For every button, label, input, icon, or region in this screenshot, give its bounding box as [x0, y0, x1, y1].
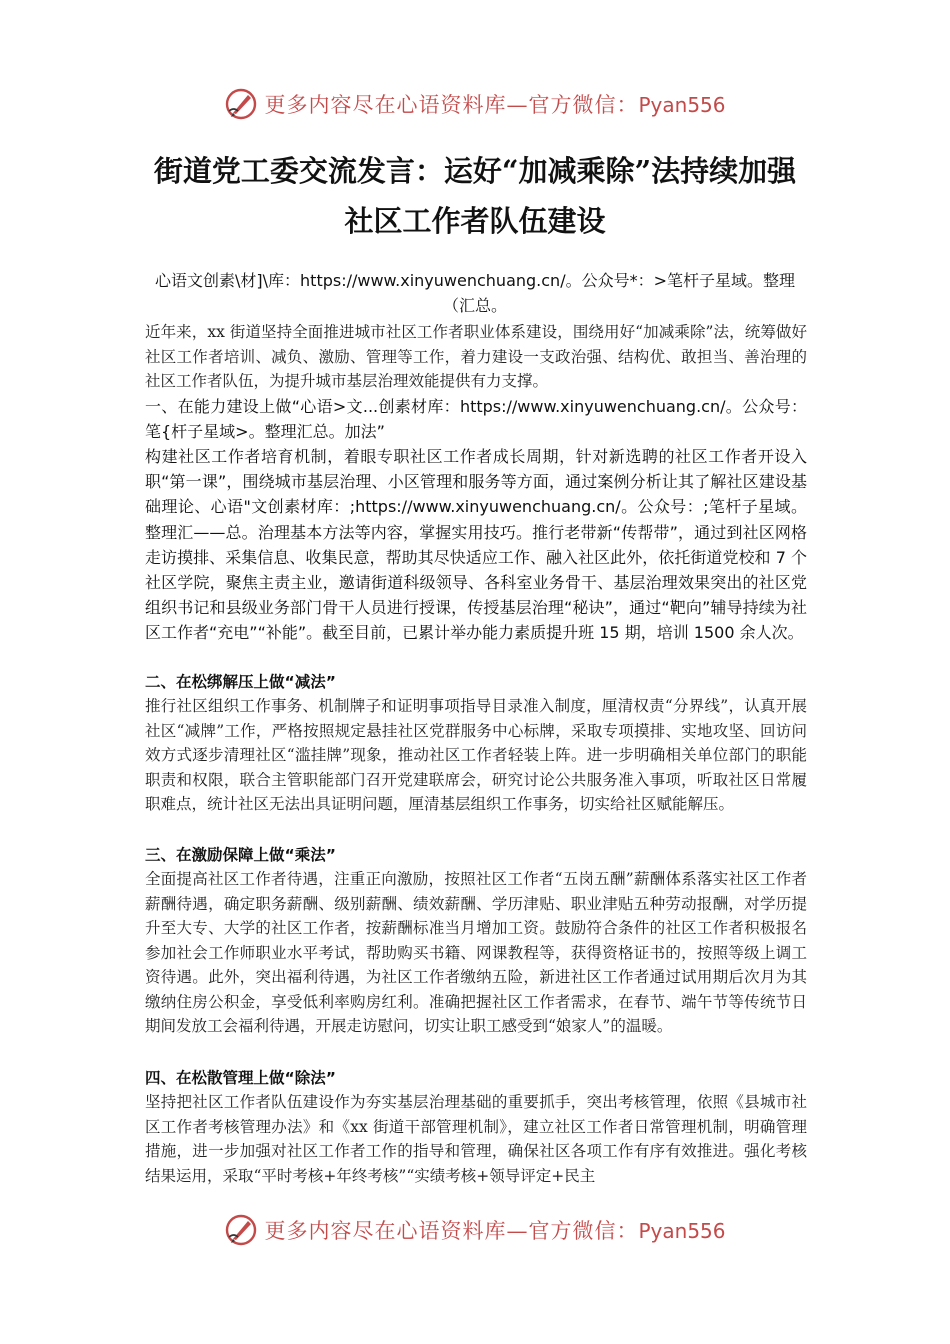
- page-title-line-2: 社区工作者队伍建设: [344, 204, 606, 238]
- footer-banner: [0, 1208, 950, 1252]
- source-line: 心语文创素\材]\库：https://www.xinyuwenchuang.cn/。公众号*：>笔杆子星域。整理（汇总。: [155, 271, 795, 315]
- header-banner: [0, 82, 950, 126]
- quill-pen-logo-icon: [224, 87, 258, 121]
- section-3-body: 全面提高社区工作者待遇，注重正向激励，按照社区工作者“五岗五酬”薪酬体系落实社区工作者薪酬待遇，确定职务薪酬、级别薪酬、绩效薪酬、学历津贴、职业津贴五种劳动报酬，对学历提升至大专、大学的社区工作者，按薪酬标准当月增加工资。鼓励符合条件的社区工作者积极报名参加社会工作师职业水平考试，帮助购买书籍、网课教程等，获得资格证书的，按照等级上调工资待遇。此外，突出福利待遇，为社区工作者缴纳五险，新进社区工作者通过试用期后次月为其缴纳住房公积金，享受低利率购房红利。准确把握社区工作者需求，在春节、端午节等传统节日期间发放工会福利待遇，开展走访慰问，切实让职工感受到“娘家人”的温暖。: [145, 870, 807, 1035]
- page-title-line-1: 街道党工委交流发言：运好“加减乘除”法持续加强: [153, 154, 797, 188]
- section-1-heading: 一、在能力建设上做“心语>文...创素材库：https://www.xinyuwenchuang.cn/。公众号：笔{杆子星域>。整理汇总。加法”: [145, 397, 807, 442]
- banner-text: 更多内容尽在心语资料库—官方微信：Pyan556: [264, 1219, 726, 1243]
- section-3-heading: 三、在激励保障上做“乘法”: [145, 846, 336, 864]
- section-2-body: 推行社区组织工作事务、机制牌子和证明事项指导目录准入制度，厘清权责“分界线”，认真开展社区“减牌”工作，严格按照规定悬挂社区党群服务中心标牌，采取专项摸排、实地攻坚、回访问效方式逐步清理社区“滥挂牌”现象，推动社区工作者轻装上阵。进一步明确相关单位部门的职能职责和权限，联合主管职能部门召开党建联席会，研究讨论公共服务准入事项，听取社区日常履职难点，统计社区无法出具证明问题，厘清基层组织工作事务，切实给社区赋能解压。: [145, 697, 807, 813]
- section-1-body: 构建社区工作者培育机制，着眼专职社区工作者成长周期，针对新选聘的社区工作者开设入职“第一课”，围绕城市基层治理、小区管理和服务等方面，通过案例分析让其了解社区建设基础理论、心语"文创素材库：;https://www.xinyuwenchuang.cn/。公众号：;笔杆子星域。整理汇——总。治理基本方法等内容，掌握实用技巧。推行老带新“传帮带”，通过到社区网格走访摸排、采集信息、收集民意，帮助其尽快适应工作、融入社区此外，依托街道党校和 7 个社区学院，聚焦主责主业，邀请街道科级领导、各科室业务骨干、基层治理效果突出的社区党组织书记和县级业务部门骨干人员进行授课，传授基层治理“秘诀”，通过“靶向”辅导持续为社区工作者“充电”“补能”。截至目前，已累计举办能力素质提升班 15 期，培训 1500 余人次。: [145, 447, 807, 643]
- banner-text: 更多内容尽在心语资料库—官方微信：Pyan556: [264, 93, 726, 117]
- section-4-body: 坚持把社区工作者队伍建设作为夯实基层治理基础的重要抓手，突出考核管理，依照《县城市社区工作者考核管理办法》和《xx 街道干部管理机制》，建立社区工作者日常管理机制，明确管理措施，进一步加强对社区工作者工作的指导和管理，确保社区各项工作有序有效推进。强化考核结果运用，采取“平时考核+年终考核”“实绩考核+领导评定+民主: [145, 1093, 807, 1185]
- section-4-heading: 四、在松散管理上做“除法”: [145, 1069, 336, 1087]
- section-2-heading: 二、在松绑解压上做“减法”: [145, 673, 336, 691]
- intro-paragraph: 近年来，xx 街道坚持全面推进城市社区工作者职业体系建设，围绕用好“加减乘除”法，统筹做好社区工作者培训、减负、激励、管理等工作，着力建设一支政治强、结构优、敢担当、善治理的社区工作者队伍，为提升城市基层治理效能提供有力支撑。: [145, 323, 807, 390]
- quill-pen-logo-icon: [224, 1213, 258, 1247]
